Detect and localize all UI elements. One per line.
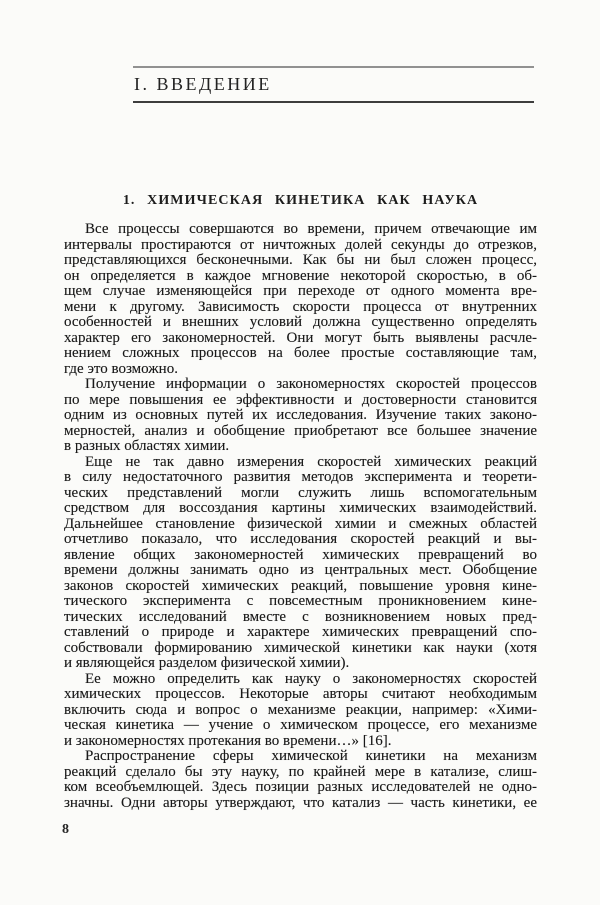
text-line: времени должны занимать одно из центральных мест. Обобщение <box>64 563 537 578</box>
text-line: средством для воссоздания картины химических взаимодействий. <box>64 501 537 516</box>
text-line: собствовали формированию химической кинетики как науки (хотя <box>64 640 537 656</box>
text-line: интервалы простираются от ничтожных долей секунды до отрезков, <box>64 237 537 253</box>
text-line: Ее можно определить как науку о закономерностях скоростей <box>85 671 537 687</box>
text-line: Дальнейшее становление физической химии и смежных областей <box>64 516 537 532</box>
text-line: мени к другому. Зависимость скорости процесса от внутренних <box>64 299 537 315</box>
text-line: характер его закономерностей. Они могут быть выявлены расчле- <box>64 330 537 346</box>
chapter-rule-top <box>133 66 534 68</box>
text-line: он определяется в каждое мгновение некоторой скоростью, в об- <box>64 268 537 284</box>
text-line: ческая кинетика — учение о химическом процессе, его механизме <box>64 718 537 733</box>
text-line: ком всеобъемлющей. Здесь позиции разных исследователей не одно- <box>64 780 537 795</box>
text-line: отчетливо показало, что исследования скоростей реакций и вы- <box>64 532 537 547</box>
text-line: представляющихся бесконечными. Как бы ни был сложен процесс, <box>64 253 537 268</box>
text-line: явление общих закономерностей химических превращений во <box>64 547 537 563</box>
text-line: Получение информации о закономерностях скоростей процессов <box>85 377 537 392</box>
text-line: где это возможно. <box>64 361 178 377</box>
text-line: нением сложных процессов на более простые составляющие там, <box>64 346 537 361</box>
text-line: Распространение сферы химической кинетики на механизм <box>85 749 537 764</box>
text-line: одним из основных путей их исследования. Изучение таких законо- <box>64 408 537 423</box>
text-line: щем случае изменяющейся при переходе от одного момента вре- <box>64 284 537 299</box>
text-line: ческих представлений могли служить лишь вспомогательным <box>64 485 537 501</box>
text-line: химических процессов. Некоторые авторы считают необходимым <box>64 687 537 702</box>
text-line: тических исследований вместе с возникновением новых пред- <box>64 609 537 625</box>
chapter-title: I. ВВЕДЕНИЕ <box>134 74 272 94</box>
page-number: 8 <box>62 822 69 837</box>
chapter-rule-bottom <box>133 101 534 103</box>
section-title: 1. ХИМИЧЕСКАЯ КИНЕТИКА КАК НАУКА <box>122 193 479 208</box>
text-line: реакций сделало бы эту науку, по крайней мере в катализе, слиш- <box>64 764 537 780</box>
text-line: и закономерностях протекания во времени…» [16]. <box>64 733 392 749</box>
text-line: по мере повышения ее эффективности и достоверности становится <box>64 392 537 408</box>
text-line: особенностей и внешних условий должна существенно определять <box>64 315 537 330</box>
text-line: Еще не так давно измерения скоростей химических реакций <box>85 454 537 470</box>
text-line: значны. Одни авторы утверждают, что катализ — часть кинетики, ее <box>64 795 537 811</box>
text-line: мерностей, анализ и обобщение приобретают все большее значение <box>64 423 537 439</box>
text-line: включить сюда и вопрос о механизме реакции, например: «Хими- <box>64 702 537 718</box>
chapter-header <box>133 66 534 103</box>
text-line: и являющейся разделом физической химии). <box>64 656 350 671</box>
body-text <box>64 222 537 811</box>
text-line: тического эксперимента с повсеместным проникновением кине- <box>64 594 537 609</box>
text-line: ставлений о природе и характере химических превращений спо- <box>64 625 537 640</box>
text-line: в силу недостаточного развития методов эксперимента и теорети- <box>64 470 537 485</box>
text-line: законов скоростей химических реакций, повышение уровня кине- <box>64 578 537 594</box>
text-line: Все процессы совершаются во времени, причем отвечающие им <box>85 222 537 237</box>
text-line: в разных областях химии. <box>64 439 230 454</box>
